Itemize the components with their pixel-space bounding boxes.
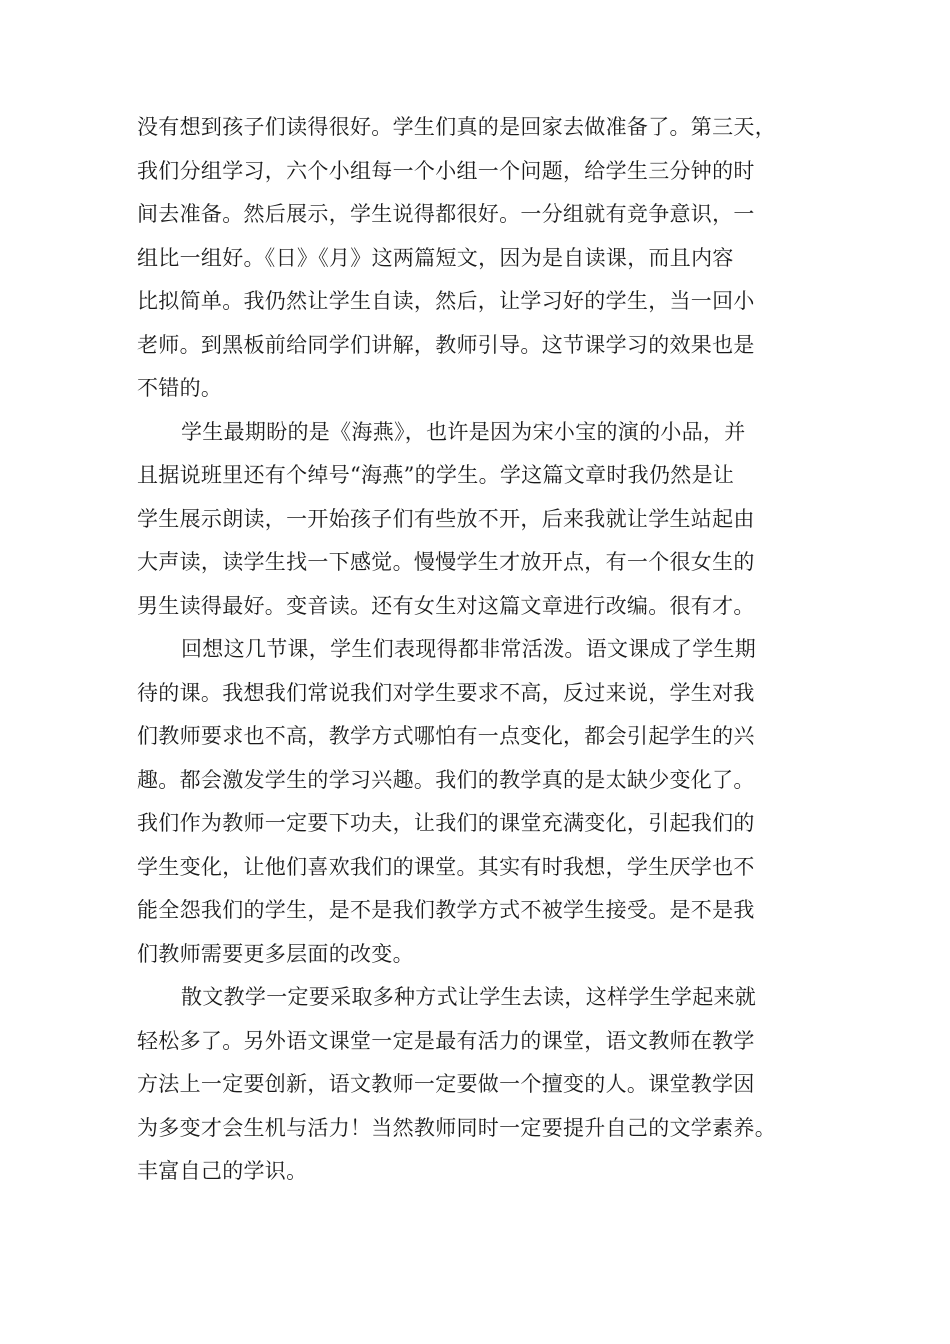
text-line: 学生变化，让他们喜欢我们的课堂。其实有时我想，学生厌学也不 bbox=[137, 854, 755, 879]
text-line: 比拟简单。我仍然让学生自读，然后，让学习好的学生，当一回小 bbox=[137, 289, 755, 313]
document-body-text bbox=[137, 106, 837, 1194]
text-line: 丰富自己的学识。 bbox=[137, 1159, 308, 1183]
text-line: 组比一组好。《日》《月》这两篇短文，因为是自读课，而且内容 bbox=[137, 245, 734, 270]
text-line: 男生读得最好。变音读。还有女生对这篇文章进行改编。很有才。 bbox=[137, 593, 755, 618]
text-line: 待的课。我想我们常说我们对学生要求不高，反过来说，学生对我 bbox=[137, 680, 755, 705]
text-line: 我们作为教师一定要下功夫，让我们的课堂充满变化，引起我们的 bbox=[137, 811, 755, 835]
text-line: 为多变才会生机与活力！当然教师同时一定要提升自己的文学素养。 bbox=[137, 1115, 776, 1140]
text-line: 间去准备。然后展示，学生说得都很好。一分组就有竞争意识，一 bbox=[137, 202, 755, 226]
text-line: 我们分组学习，六个小组每一个小组一个问题，给学生三分钟的时 bbox=[137, 158, 755, 183]
text-line: 们教师要求也不高，教学方式哪怕有一点变化，都会引起学生的兴 bbox=[137, 724, 755, 748]
text-line: 没有想到孩子们读得很好。学生们真的是回家去做准备了。第三天， bbox=[137, 115, 776, 139]
paragraph-first-line: 回想这几节课，学生们表现得都非常活泼。语文课成了学生期 bbox=[181, 637, 757, 661]
text-line: 大声读，读学生找一下感觉。慢慢学生才放开点，有一个很女生的 bbox=[137, 550, 755, 574]
text-line: 趣。都会激发学生的学习兴趣。我们的教学真的是太缺少变化了。 bbox=[137, 767, 755, 792]
text-line: 不错的。 bbox=[137, 376, 223, 400]
paragraph-first-line: 学生最期盼的是《海燕》，也许是因为宋小宝的演的小品，并 bbox=[181, 419, 746, 444]
paragraph-first-line: 散文教学一定要采取多种方式让学生去读，这样学生学起来就 bbox=[181, 985, 757, 1009]
text-line: 老师。到黑板前给同学们讲解，教师引导。这节课学习的效果也是 bbox=[137, 332, 755, 357]
text-line: 且据说班里还有个绰号“海燕”的学生。学这篇文章时我仍然是让 bbox=[137, 463, 735, 487]
text-line: 轻松多了。另外语文课堂一定是最有活力的课堂，语文教师在教学 bbox=[137, 1028, 755, 1053]
text-line: 学生展示朗读，一开始孩子们有些放不开，后来我就让学生站起由 bbox=[137, 506, 755, 531]
text-line: 方法上一定要创新，语文教师一定要做一个擅变的人。课堂教学因 bbox=[137, 1072, 755, 1096]
text-line: 们教师需要更多层面的改变。 bbox=[137, 941, 414, 966]
text-line: 能全怨我们的学生，是不是我们教学方式不被学生接受。是不是我 bbox=[137, 898, 755, 922]
